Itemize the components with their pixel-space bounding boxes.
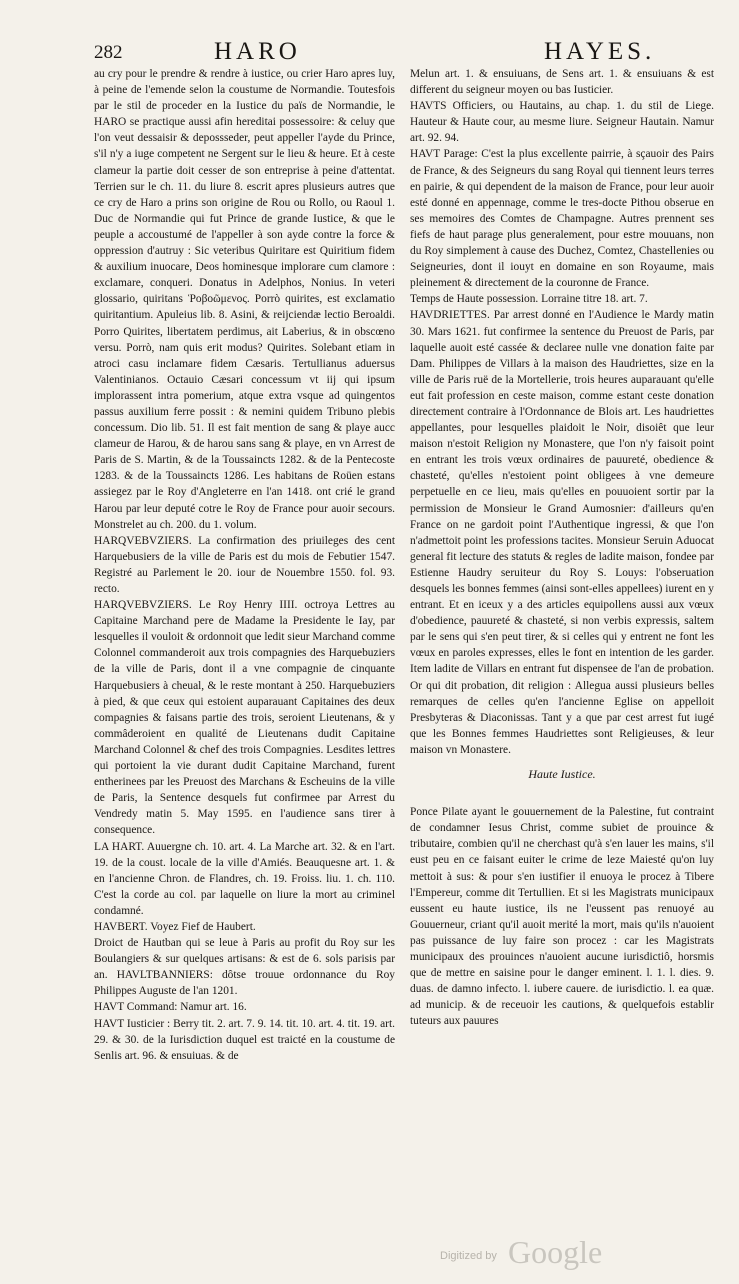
- entry-hauts-officiers: HAVTS Officiers, ou Hautains, au chap. 1. du stil de Liege. Hauteur & Haute cour, au mesme liure. Seigneur Hautain. Namur art. 92. 94.: [410, 100, 714, 145]
- entry-harquebuziers-1: HARQVEBVZIERS. La confirmation des priuileges des cent Harquebusiers de la ville de Paris est du mois de Febutier 1547. Registré au Parlement le 20. iour de Nouembre 1550. fol. 93. recto.: [94, 534, 395, 595]
- left-column: [94, 66, 395, 1064]
- watermark-small-text: Digitized by: [440, 1250, 497, 1262]
- entry-haute-possession: Temps de Haute possession. Lorraine titre 18. art. 7.: [410, 293, 648, 306]
- entry-hautban: Droict de Hautban qui se leue à Paris au profit du Roy sur les Boulangiers & sur quelques artisans: & est de 6. sols parisis par an. HAVLTBANNIERS: dôtse trouue ordonnance du Roy Philippes Auguste de l'an 1201.: [94, 937, 395, 998]
- section-heading-haute-iustice: Haute Iustice.: [528, 767, 596, 782]
- right-column: [410, 66, 714, 1029]
- entry-la-hart: LA HART. Auuergne ch. 10. art. 4. La Marche art. 32. & en l'art. 19. de la coust. locale de la ville d'Amiés. Beauquesne art. 1. & en l'ancienne Chron. de Flandres, ch. 19. Froiss. liu. 1. ch. 110. C'est la corde au col. par laquelle on liure la mort au criminel condamné.: [94, 840, 395, 917]
- watermark-logo-text: Google: [508, 1234, 603, 1270]
- digitization-watermark: [440, 1234, 620, 1274]
- entry-melun-continued: Melun art. 1. & ensuiuans, de Sens art. 1. & ensuiuans & est different du seigneur moyen ou bas Iusticier.: [410, 68, 714, 97]
- entry-haro: au cry pour le prendre & rendre à iustice, ou crier Haro apres luy, à peine de l'emende selon la coustume de Normandie. Toutesfois par le stil de proceder en la Iustice du païs de Normandie, le HARO se practique aussi afin hereditai possessoire: & celuy que l'on veut dessaisir & depossseder, peut appeller l'ayde du Prince, s'il n'y a iuge competent ne Sergent sur le lieu & heure. Et à ceste clameur la partie doit cesser de son entreprise à peine d'attentat. Terrien sur le ch. 11. du liure 8. escrit apres plusieurs autres que ce cry de Haro a prins son origine de Rou ou Rollo, ou Raoul 1. Duc de Normandie qui fut Prince de grande Iustice, & que le peuple a accoustumé de l'appeller à son ayde contre la force & oppression d'autruy : Sic veteribus Quiritare est Quiritium fidem & auxilium inuocare, Deos hominesque implorare cum clamore : exclamare, conqueri. Donatus in Adelphos, Nonius. In veteri glossario, quiritans Ῥοβοῶμενος. Porrò quirites, est exclamatio quiritantium. Apuleius lib. 8. Asini, & reijciendæ lectio Beroaldi. Porro Quirites, libertatem perdimus, ait Laberius, & in obscœno versu. Porrò, nam quis erit modus? Quirites. Solebant etiam in atroci casu inclamare fidem Cæsaris. Tertullianus aduersus Valentinianos. Octauio Cæsari concessum vt iij qui ipsum implorassent intra pomerium, atque extra vsque ad quingentos passus auxilium ferre possit : & nemini quidem Tribuno plebis concessum. Dio lib. 51. Il est fait mention de sang & playe aucc clameur de Harou, & de harou sans sang & playe, en vn Arrest de Paris de S. Martin, & de la Toussaincts 1282. & de la Pentecoste 1283. & de la Toussaincts 1286. Les habitans de Roüen estans assiegez par le Roy d'Angleterre en l'an 1418. ont crié le grand Harou par leur deputé cotre le Roy de France pour auoir secours. Monstrelet au ch. 200. du 1. volum.: [94, 68, 395, 531]
- entry-haut-command: HAVT Command: Namur art. 16.: [94, 1001, 247, 1014]
- entry-haudriettes: HAVDRIETTES. Par arrest donné en l'Audience le Mardy matin 30. Mars 1621. fut confirmee la sentence du Preuost de Paris, par laquelle auoit esté cassée & declaree nulle vne donation faite par Dam. Philippes de Villars à la maison des Haudriettes, size en la ville de Paris ruë de la Mortellerie, trois heures auparauant qu'elle eut fait profession en ceste maison, comme estant ceste donation directement contraire à l'Ordonnance de Blois art. Les haudriettes appellantes, pour lesquelles plaidoit le Noir, disoiêt que leur maison n'estoit Religion ny Monastere, que l'on n'y faisoit point en entrant les trois vœux ordinaires de pauureté, obedience & chasteté, qu'elles n'estoient point obligees à vne demeure perpetuelle en ce lieu, mais qu'elles en pouuoient sortir par la permission de Monsieur le Grand Aumosnier: d'ailleurs qu'en France on ne gardoit point l'Authentique ingressi, & que l'on n'admettoit point les professions tacites. Monsieur Seruin Aduocat general fit lecture des statuts & regles de ladite maison, fondee par Estienne Haudry seruiteur du Roy S. Louys: l'obseruation desquels les bonnes femmes (ainsi sont-elles appellees) iurent en y entrant. Et en iceux y a des articles equipollens aussi aux vœux d'obedience, pauureté & chasteté, si non verbis expressis, saltem par le sens qui s'en peut tirer, & si celles qui y entrent ne font les vœux en paroles expresses, elles le font en intention de les garder. Item ladite de Villars en entrant fut dispensee de l'an de probation. Or qui dit probation, dit religion : Allegua aussi plusieurs belles remarques de celles qu'en l'ancienne Eglise on appelloit Presbyteras & Diaconissas. Tant y a que par cest arrest fut iugé que les Bonnes femmes Haudriettes sont Religieuses, & leur maison vn Monastere.: [410, 309, 714, 756]
- entry-haut-iusticier: HAVT Iusticier : Berry tit. 2. art. 7. 9. 14. tit. 10. art. 4. tit. 19. art. 29. & 30. de la Iurisdiction duquel est traicté en la coustume de Senlis art. 96. & ensuiuas. & de: [94, 1017, 395, 1062]
- entry-ponce-pilate: Ponce Pilate ayant le gouuernement de la Palestine, fut contraint de condamner Iesus Christ, comme subiet de prouince & tributaire, combien qu'il ne cherchast qu'à s'en lauer les mains, s'il eust peu en ce faisant euiter le crime de leze Maiesté qu'on luy mettoit à sus: & pour s'en iustifier il enuoya le procez à Tibere l'Empereur, comme dit Tertullien. Et si les Magistrats municipaux eussent eu haute iustice, ils ne l'eussent pas renuoyé au Gouuerneur, criant qu'il auoit merité la mort, mais qu'ils n'auoient pas puissance de luy faire son procez : car les Magistrats municipaux des prouinces n'auoient aucune iurisdictiô, horsmis que de mettre en saisine pour le danger eminent. l. 1. l. dies. 9. duas. de damno infecto. l. iubere cauere. de iurisdictio. l. ea quæ. ad municip. & de receuoir les cautions, & quelquefois establir tuteurs aux pauures: [410, 806, 714, 1028]
- running-header: [94, 38, 709, 68]
- right-running-title: HAYES.: [544, 38, 656, 65]
- left-running-title: HARO: [214, 38, 301, 65]
- entry-haut-parage: HAVT Parage: C'est la plus excellente pairrie, à sçauoir des Pairs de France, & des Seigneurs du sang Royal qui tiennent leurs terres en pairie, & qui dependent de la maison de France, pour leur auoir esté donné en appennage, comme le tres-docte Pithou obserue en ses memoires des Comtes de Champagne. Autres prennent ses fiefs de haut parage plus generalement, pour estre mouuans, non du Roy simplement à cause des Duchez, Comtez, Chastellenies ou Seigneuries, dont il iouyt en domaine en son Royaume, mais pleinement & directement de la couronne de France.: [410, 148, 714, 290]
- entry-harquebuziers-2: HARQVEBVZIERS. Le Roy Henry IIII. octroya Lettres au Capitaine Marchand pere de Madame la Presidente le Iay, par lesquelles il vouloit & ordonnoit que ledit sieur Marchand comme Colonnel commanderoit aux trois compagnies des Harquebuziers de la ville de Paris, dont il a vne compagnie de cinquante Harquebusiers à cheual, & le reste montant à 250. Harquebuziers à pied, & que ceux qui estoient auparauant Capitaines des deux compagnies & faisans partie des trois, seroient Lieutenans, & y commâderoient en qualité de Lieutenans dudit Capitaine Marchand Colonnel & chef des trois Compagnies. Lesdites lettres qui portoient la vie durant dudit Capitaine Marchand, furent entherinees par les Preuost des Marchans & Escheuins de la ville de Paris, la Sentence desquels fut confirmee par Arrest du Vendredy matin 5. May 1595. en l'audience sans tirer à consequence.: [94, 599, 395, 837]
- entry-haubert: HAVBERT. Voyez Fief de Haubert.: [94, 920, 256, 933]
- page-number: 282: [94, 42, 123, 63]
